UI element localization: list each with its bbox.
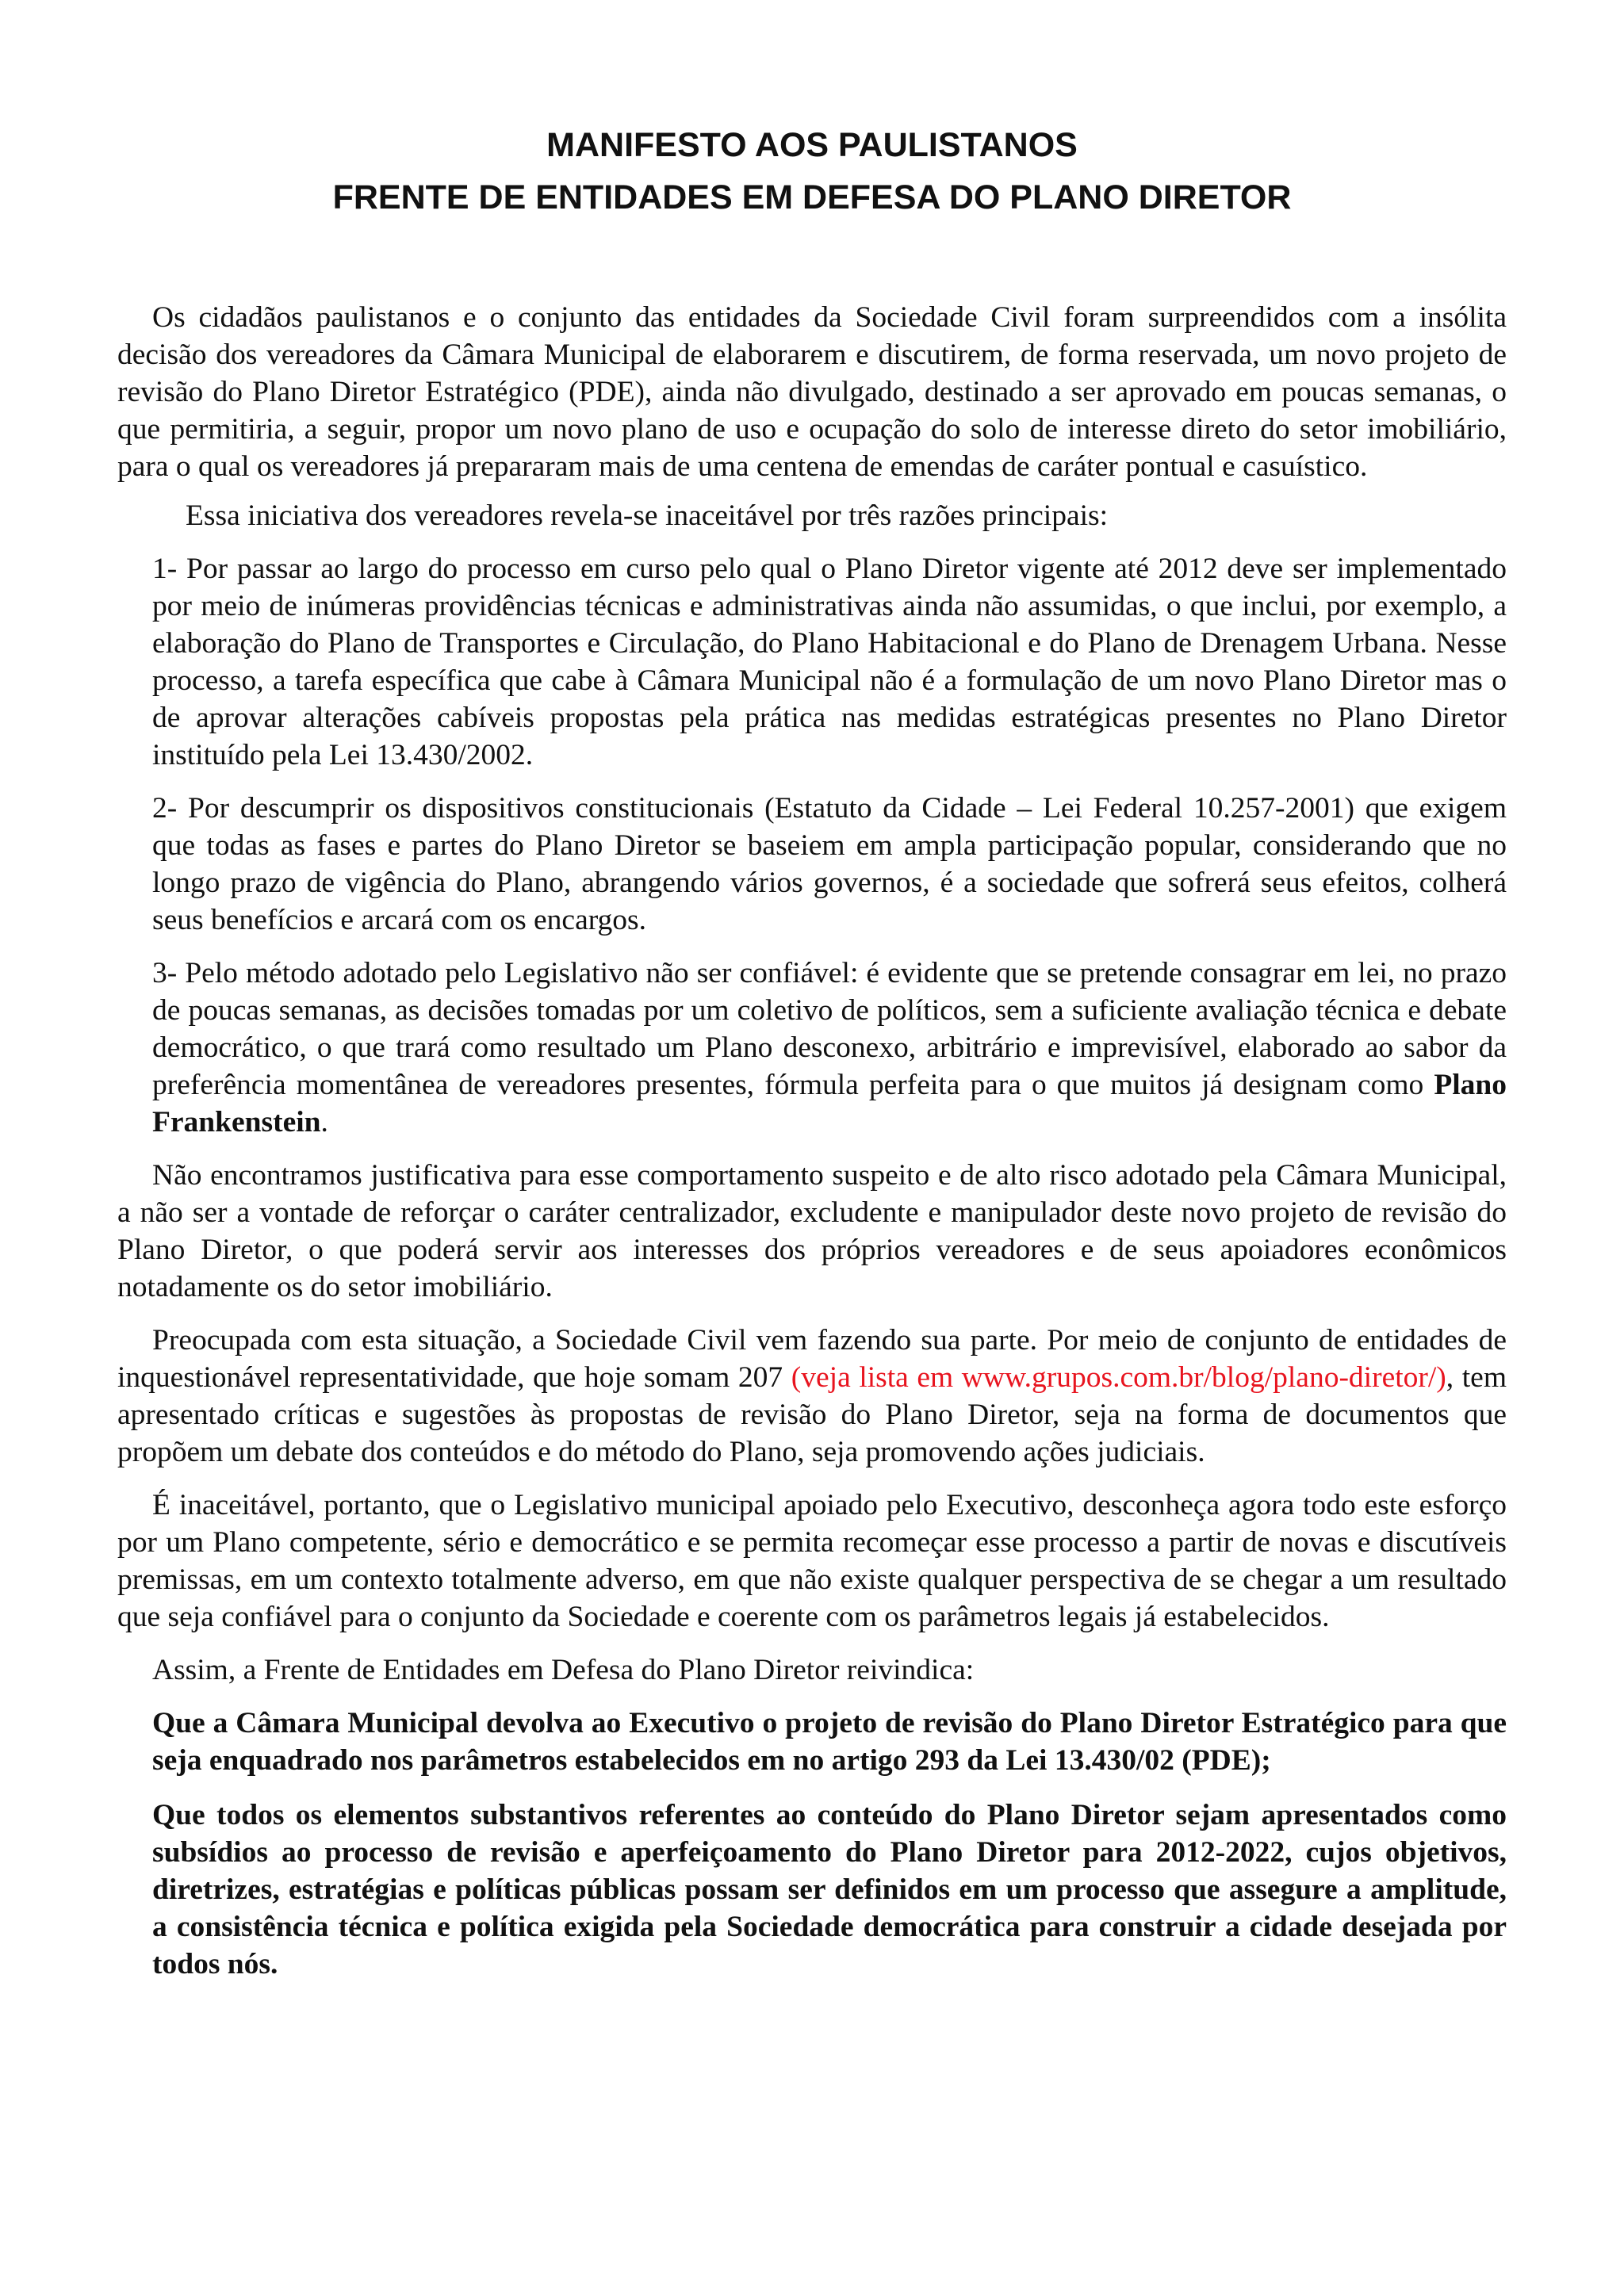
paragraph-intro: Os cidadãos paulistanos e o conjunto das entidades da Sociedade Civil foram surpreendidos com a insólita decisão dos vereadores da Câmara Municipal de elaborarem e discutirem, de forma reservada, um novo projeto de revisão do Plano Diretor Estratégico (PDE), ainda não divulgado, destinado a ser aprovado em poucas semanas, o que permitiria, a seguir, propor um novo plano de uso e ocupação do solo de interesse direto do setor imobiliário, para o qual os vereadores já prepararam mais de uma centena de emendas de caráter pontual e casuístico. (117, 301, 1507, 483)
paragraph-no-justification: Não encontramos justificativa para esse comportamento suspeito e de alto risco adotado pela Câmara Municipal, a não ser a vontade de reforçar o caráter centralizador, excludente e manipulador deste novo projeto de revisão do Plano Diretor, o que poderá servir aos interesses dos próprios vereadores e de seus apoiadores econômicos notadamente os do setor imobiliário. (117, 1159, 1507, 1303)
paragraph-reasons-lead: Essa iniciativa dos vereadores revela-se inaceitável por três razões principais: (186, 499, 1109, 532)
paragraph-demands-lead: Assim, a Frente de Entidades em Defesa do Plano Diretor reivindica: (152, 1654, 975, 1686)
demand-1: Que a Câmara Municipal devolva ao Executivo o projeto de revisão do Plano Diretor Estratégico para que seja enquadrado nos parâmetros estabelecidos em no artigo 293 da Lei 13.430/02 (PDE); (152, 1707, 1507, 1777)
document-body (117, 299, 1507, 1983)
paragraph-unacceptable: É inaceitável, portanto, que o Legislativo municipal apoiado pelo Executivo, desconheça agora todo este esforço por um Plano competente, sério e democrático e se permita recomeçar esse processo a partir de novas e discutíveis premissas, em um contexto totalmente adverso, em que não existe qualquer perspectiva de se chegar a um resultado que seja confiável para o conjunto da Sociedade e coerente com os parâmetros legais já estabelecidos. (117, 1489, 1507, 1633)
paragraph-reason-1: 1- Por passar ao largo do processo em curso pelo qual o Plano Diretor vigente até 2012 deve ser implementado por meio de inúmeras providências técnicas e administrativas ainda não assumidas, o que inclui, por exemplo, a elaboração do Plano de Transportes e Circulação, do Plano Habitacional e do Plano de Drenagem Urbana. Nesse processo, a tarefa específica que cabe à Câmara Municipal não é a formulação de um novo Plano Diretor mas o de aprovar alterações cabíveis propostas pela prática nas medidas estratégicas presentes no Plano Diretor instituído pela Lei 13.430/2002. (152, 553, 1507, 771)
plano-frankenstein-emphasis: Plano Frankenstein (152, 1069, 1507, 1138)
reason-3-end: . (320, 1106, 328, 1138)
demand-2: Que todos os elementos substantivos referentes ao conteúdo do Plano Diretor sejam apresentados como subsídios ao processo de revisão e aperfeiçoamento do Plano Diretor para 2012-2022, cujos objetivos, diretrizes, estratégias e políticas públicas possam ser definidos em um processo que assegure a amplitude, a consistência técnica e política exigida pela Sociedade democrática para construir a cidade desejada por todos nós. (152, 1799, 1507, 1980)
civil-society-text-a: Preocupada com esta situação, a Sociedade Civil vem fazendo sua parte. Por meio de conjunto de entidades de inquestionável representatividade, que hoje somam 207 (117, 1324, 1507, 1394)
document-subtitle: FRENTE DE ENTIDADES EM DEFESA DO PLANO DIRETOR (332, 178, 1292, 216)
document-title: MANIFESTO AOS PAULISTANOS (546, 126, 1078, 164)
reason-3-text: 3- Pelo método adotado pelo Legislativo não ser confiável: é evidente que se pretende consagrar em lei, no prazo de poucas semanas, as decisões tomadas por um coletivo de políticos, sem a suficiente avaliação técnica e debate democrático, o que trará como resultado um Plano desconexo, arbitrário e imprevisível, elaborado ao sabor da preferência momentânea de vereadores presentes, fórmula perfeita para o que muitos já designam como (152, 957, 1507, 1101)
document-header (117, 119, 1507, 224)
paragraph-reason-2: 2- Por descumprir os dispositivos constitucionais (Estatuto da Cidade – Lei Federal 10.257-2001) que exigem que todas as fases e partes do Plano Diretor se baseiem em ampla participação popular, considerando que no longo prazo de vigência do Plano, abrangendo vários governos, é a sociedade que sofrerá seus efeitos, colherá seus benefícios e arcará com os encargos. (152, 792, 1507, 936)
paragraph-civil-society (117, 1322, 1507, 1471)
paragraph-reason-3 (117, 955, 1507, 1141)
entities-list-link[interactable]: (veja lista em www.grupos.com.br/blog/plano-diretor/) (791, 1361, 1446, 1394)
civil-society-text-b: , tem apresentado críticas e sugestões às propostas de revisão do Plano Diretor, seja na forma de documentos que propõem um debate dos conteúdos e do método do Plano, seja promovendo ações judiciais. (117, 1361, 1507, 1468)
